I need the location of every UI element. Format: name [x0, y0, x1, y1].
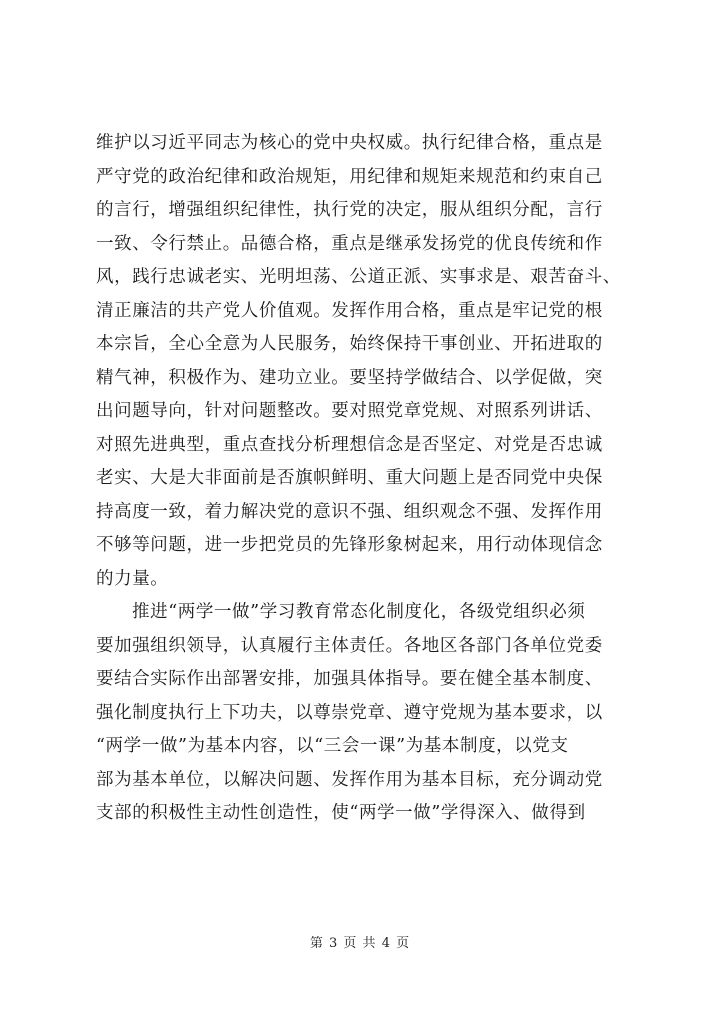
page-number-footer: 第 3 页 共 4 页: [309, 936, 411, 951]
text-line: “两学一做”为基本内容，以“三会一课”为基本制度，以党支: [96, 736, 569, 756]
text-line: 要加强组织领导，认真履行主体责任。各地区各部门各单位党委: [96, 635, 603, 656]
document-body: [96, 127, 636, 831]
text-line: 风，践行忠诚老实、光明坦荡、公道正派、实事求是、艰苦奋斗、: [96, 267, 621, 287]
text-line: 部为基本单位，以解决问题、发挥作用为基本目标，充分调动党: [96, 769, 603, 790]
text-line: 对照先进典型，重点查找分析理想信念是否坚定、对党是否忠诚: [96, 434, 603, 455]
text-line: 精气神，积极作为、建功立业。要坚持学做结合、以学促做，突: [96, 367, 603, 388]
text-line: 强化制度执行上下功夫，以尊崇党章、遵守党规为基本要求，以: [96, 702, 603, 723]
text-line: 的言行，增强组织纪律性，执行党的决定，服从组织分配，言行: [96, 200, 603, 220]
text-line: 清正廉洁的共产党人价值观。发挥作用合格，重点是牢记党的根: [96, 300, 603, 321]
text-line: 老实、大是大非面前是否旗帜鲜明、重大问题上是否同党中央保: [96, 468, 603, 488]
text-line: 一致、令行禁止。品德合格，重点是继承发扬党的优良传统和作: [96, 233, 603, 254]
text-line: 本宗旨，全心全意为人民服务，始终保持干事创业、开拓进取的: [96, 334, 603, 354]
text-line: 出问题导向，针对问题整改。要对照党章党规、对照系列讲话、: [96, 401, 603, 421]
paragraph-1: [96, 127, 636, 596]
text-line: 的力量。: [96, 568, 169, 589]
text-line: 推进“两学一做”学习教育常态化制度化，各级党组织必须: [132, 602, 586, 622]
paragraph-2: [96, 596, 636, 831]
text-line: 不够等问题，进一步把党员的先锋形象树起来，用行动体现信念: [96, 535, 603, 555]
text-line: 维护以习近平同志为核心的党中央权威。执行纪律合格，重点是: [96, 133, 603, 153]
text-line: 要结合实际作出部署安排，加强具体指导。要在健全基本制度、: [96, 669, 603, 689]
text-line: 严守党的政治纪律和政治规矩，用纪律和规矩来规范和约束自己: [96, 166, 603, 187]
text-line: 支部的积极性主动性创造性，使“两学一做”学得深入、做得到: [96, 803, 586, 823]
text-line: 持高度一致，着力解决党的意识不强、组织观念不强、发挥作用: [96, 501, 603, 522]
